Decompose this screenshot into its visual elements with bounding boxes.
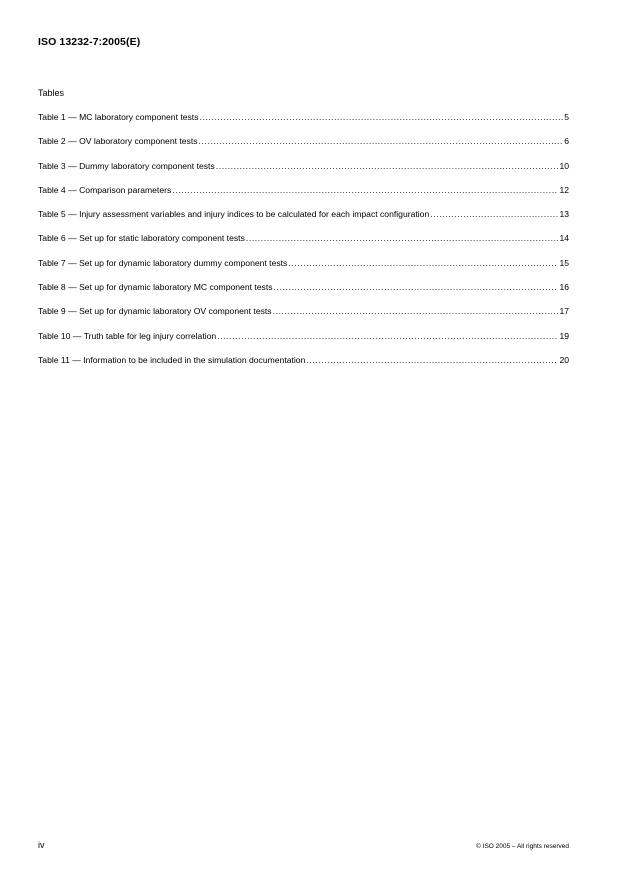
page-footer [38,840,569,850]
toc-entry-page: 5 [564,112,569,122]
toc-entry-label: Table 8 — Set up for dynamic laboratory MC component tests [38,282,273,293]
table-of-tables [38,112,569,379]
toc-entry[interactable] [38,112,569,136]
toc-entry[interactable] [38,161,569,185]
toc-entry[interactable] [38,258,569,282]
toc-leader-dots [199,136,564,146]
toc-leader-dots [306,355,558,365]
toc-leader-dots [273,306,559,316]
toc-entry-label: Table 9 — Set up for dynamic laboratory OV component tests [38,306,272,317]
toc-entry-page: 16 [559,282,569,293]
toc-entry-label: Table 10 — Truth table for leg injury correlation [38,330,217,341]
toc-entry-page: 17 [559,306,569,317]
toc-entry-page: 20 [559,354,569,365]
toc-entry[interactable] [38,233,569,257]
toc-leader-dots [200,112,564,122]
toc-entry-page: 12 [559,184,569,195]
toc-leader-dots [288,258,558,268]
copyright-notice: © ISO 2005 – All rights reserved [476,843,569,850]
toc-entry-page: 10 [559,160,569,171]
toc-entry-label: Table 1 — MC laboratory component tests [38,112,199,122]
toc-leader-dots [274,282,559,292]
toc-entry-page: 14 [559,233,569,244]
toc-entry-page: 13 [559,209,569,220]
toc-entry-page: 19 [559,330,569,341]
toc-entry-label: Table 2 — OV laboratory component tests [38,136,198,147]
toc-entry-page: 6 [564,136,569,147]
toc-entry-label: Table 4 — Comparison parameters [38,184,172,195]
toc-entry[interactable] [38,355,569,379]
toc-entry-label: Table 6 — Set up for static laboratory component tests [38,233,245,244]
toc-leader-dots [216,161,559,171]
toc-leader-dots [172,185,558,195]
toc-leader-dots [246,233,559,243]
toc-entry-label: Table 11 — Information to be included in the simulation documentation [38,354,306,365]
document-id-header: ISO 13232-7:2005(E) [38,36,141,48]
toc-entry[interactable] [38,282,569,306]
toc-entry[interactable] [38,185,569,209]
toc-entry[interactable] [38,209,569,233]
toc-leader-dots [430,209,558,219]
toc-entry[interactable] [38,136,569,160]
toc-entry-label: Table 3 — Dummy laboratory component tests [38,160,215,171]
toc-entry[interactable] [38,331,569,355]
toc-entry[interactable] [38,306,569,330]
toc-entry-page: 15 [559,257,569,268]
toc-entry-label: Table 7 — Set up for dynamic laboratory dummy component tests [38,257,288,268]
toc-entry-label: Table 5 — Injury assessment variables and injury indices to be calculated for each impact configuration [38,209,430,220]
toc-leader-dots [217,331,558,341]
section-title: Tables [38,88,65,98]
page-number: iv [38,840,45,850]
